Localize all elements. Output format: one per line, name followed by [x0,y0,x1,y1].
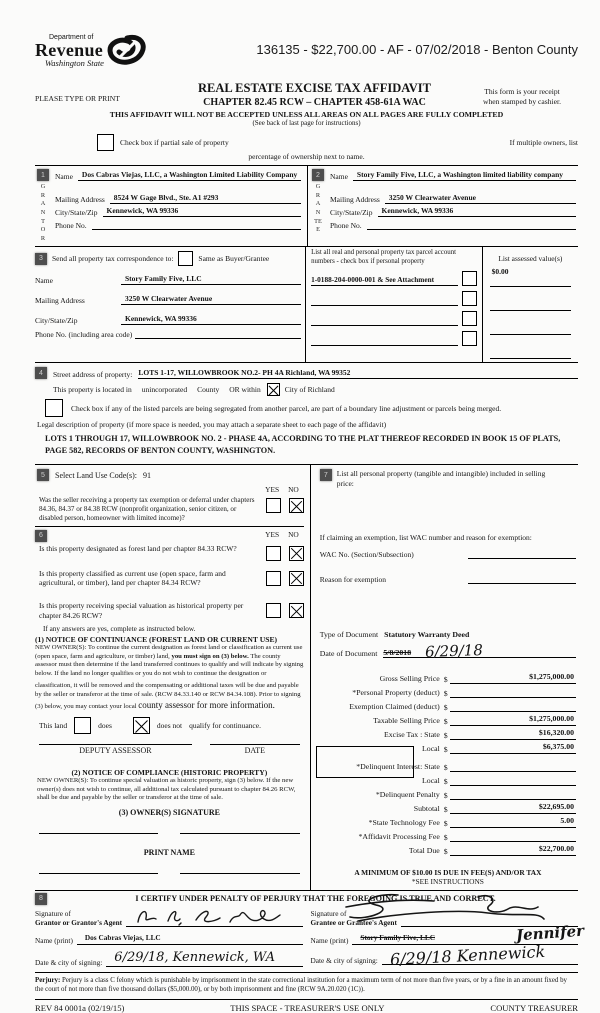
taxable-selling-price-field[interactable]: $1,275,000.00 [450,714,576,726]
minimum-due-note: A MINIMUM OF $10.00 IS DUE IN FEE(S) AND/OR TAX [354,867,542,877]
assessor-date-line[interactable]: DATE [210,744,300,755]
assessed-value-field[interactable] [490,311,571,335]
date-city-label: Date & city of signing: [310,955,378,965]
grantor-vertical-label: GRANTOR [40,183,46,242]
personal-property-checkbox-2[interactable] [462,291,477,306]
financial-rows [320,672,576,856]
send-correspondence-label: Send all property tax correspondence to: [52,254,174,264]
tax-computation-column [311,465,578,890]
form-header [35,34,578,77]
forest-no-checkbox[interactable] [289,546,304,561]
grantee-name-label: Name [330,172,348,182]
notice-continuance-body2: classification, it will be removed and the compensating or additional taxes will be due and payable by the seller or transferor at the time of sale. (RCW 84.33.140 or RCW 84.34.108). Prior to signing (3) below, you may contact your local county assessor for more information. [35,682,301,710]
land-use-code-field[interactable]: 91 [142,470,151,480]
print-name-line-2[interactable] [180,873,299,874]
name-print-label: Name (print) [310,935,349,945]
reason-exemption-label: Reason for exemption [319,574,387,584]
certification-section [35,891,585,969]
form-title: REAL ESTATE EXCISE TAX AFFIDAVIT [198,81,431,95]
fin-row-delinquent-penalty: *Delinquent Penalty $ [320,788,576,800]
doc-date-handwritten: 6/29/18 [424,640,484,661]
total-due-field[interactable]: $22,700.00 [450,844,576,856]
grantor-name-label: Name [55,172,73,182]
personal-property-deduct-field[interactable] [450,686,576,698]
grantee-date-city-field[interactable] [382,941,578,969]
current-use-no-checkbox[interactable] [289,571,304,586]
grantee-city-field[interactable]: Kennewick, WA 99336 [378,206,577,217]
title-row [35,81,578,109]
land-use-column [35,465,311,890]
owner-signature-label: (3) OWNER(S) SIGNATURE [118,807,220,817]
corr-phone-field[interactable] [135,328,301,339]
historic-question: Is this property receiving special valuation as historical property per chapter 84.26 RCW? [39,601,244,620]
grantee-mailing-label: Mailing Address [330,195,380,205]
grantor-grantee-box [35,165,578,247]
ownership-note: percentage of ownership next to name. [248,152,365,162]
section-5-badge: 5 [37,469,49,481]
notice-compliance-title: (2) NOTICE OF COMPLIANCE (HISTORIC PROPERTY) [71,768,268,778]
exemption-claimed-field[interactable] [450,700,576,712]
exemption-header: If claiming an exemption, list WAC number and reason for exemption: [319,532,532,542]
grantor-city-label: City/State/Zip [55,208,98,218]
grantor-date-city-field[interactable]: 6/29/18, Kennewick, WA [106,950,302,967]
fin-row-tech-fee: *State Technology Fee $ 5.00 [368,815,574,828]
grantor-mailing-field[interactable]: 8524 W Gage Blvd., Ste. A1 #293 [110,193,301,204]
owner-signature-line-1[interactable] [39,833,158,834]
parcel-row [311,286,477,306]
grantee-name-field[interactable]: Story Family Five, LLC, a Washington limited liability company [353,170,576,181]
delinquent-interest-state-field[interactable] [450,760,576,772]
subtotal-field[interactable]: $22,695.00 [450,802,576,814]
county-treasurer-label: COUNTY TREASURER [490,1003,578,1013]
assessed-value-field[interactable] [490,287,571,311]
fin-row-local: Local $ $6,375.00 [422,741,574,754]
form-footer [35,999,578,1013]
corr-phone-label: Phone No. (including area code) [35,330,133,340]
does-not-label: does not [156,721,183,731]
grantor-phone-label: Phone No. [55,221,87,231]
treasurer-space-label: THIS SPACE - TREASURER'S USE ONLY [230,1003,385,1013]
delinquent-penalty-field[interactable] [450,788,576,800]
fin-row-taxable: Taxable Selling Price $ $1,275,000.00 [373,713,574,726]
notice-continuance-body: NEW OWNER(S): To continue the current designation as forest land or classification as current use (open space, farm and agriculture, or timber) land, you must sign on (3) below. The county assessor must then determine if the land transferred continues to qualify and will indicate by signing below. If the land no longer qualifies or you do not wish to continue the designation or [35,644,304,677]
grantee-date-handwritten: 6/29/18 Kennewick [389,941,546,969]
personal-property-checkbox-3[interactable] [462,311,477,326]
grantor-name-field[interactable]: Dos Cabras Viejas, LLC, a Washington Limited Liability Company [78,170,301,181]
owner-signature-line-2[interactable] [180,833,299,834]
doc-date-label: Date of Document [319,648,378,658]
doc-type-field[interactable]: Statutory Warranty Deed [384,629,470,639]
rev-number: REV 84 0001a (02/19/15) [35,1003,125,1013]
grantor-signature-block: Signature of Grantor or Grantor's Agent Name (print) Dos Cabras Viejas, LLC Date & city of signing: 6/29/18, Kennewick, WA [35,907,303,967]
grantee-phone-field[interactable] [367,219,576,230]
grantor-mailing-label: Mailing Address [55,195,105,205]
historic-yes-checkbox[interactable] [266,603,281,618]
land-use-label: Select Land Use Code(s): [55,470,137,480]
perjury-notice: Perjury: Perjury is a class C felony which is punishable by imprisonment in the state correctional institution for a maximum term of not more than five years, or by a fine in an amount fixed by the court of not more than five thousand dollars ($5,000.00), or by both imprisonment and fine (RCW 9A.20.020 (1C)). [35,972,578,998]
gross-selling-price-field[interactable]: $1,275,000.00 [450,672,576,684]
does-qualify-checkbox[interactable] [74,717,91,734]
personal-property-label: List all personal property (tangible and intangible) included in selling price: [336,469,546,488]
grantee-phone-label: Phone No. [330,221,362,231]
segregated-checkbox[interactable] [45,399,63,417]
legal-description-text[interactable]: LOTS 1 THROUGH 17, WILLOWBROOK NO. 2 - PHASE 4A, ACCORDING TO THE PLAT THEREOF RECORDED IN BOOK 15 OF PLATS, PAGE 582, RECORDS OF BENTON COUNTY, WASHINGTON. [45,434,561,456]
same-as-buyer-checkbox[interactable] [178,251,193,266]
parcel-number-field[interactable] [311,324,458,326]
no-header: NO [288,529,299,539]
delinquent-interest-local-field[interactable] [450,774,576,786]
fin-row-excise-state: Excise Tax : State $ $16,320.00 [383,727,574,740]
section-7-badge: 7 [320,469,332,481]
grantee-mailing-field[interactable]: 3250 W Clearwater Avenue [385,193,576,204]
parcel-row [311,306,477,326]
doc-type-label: Type of Document [319,629,379,639]
assessed-value-field[interactable]: $0.00 [490,263,571,287]
assessed-value-field[interactable] [490,335,571,359]
logo-department-of: Department of [49,34,94,41]
fin-row-exemption: Exemption Claimed (deduct) $ [320,700,576,712]
historic-no-checkbox[interactable] [289,603,304,618]
street-address-field[interactable]: LOTS 1-17, WILLOWBROOK NO.2- PH 4A Richland, WA 99352 [138,368,578,379]
corr-city-field[interactable]: Kennewick, WA 99336 [121,314,301,325]
doc-date-field[interactable] [383,640,576,661]
date-city-label: Date & city of signing: [35,957,103,967]
assessed-value-header: List assessed value(s) [498,254,563,264]
forest-yes-checkbox[interactable] [266,546,281,561]
section-3-badge: 3 [35,253,47,265]
partial-sale-row [97,134,578,151]
grantor-signature-scribble [134,902,284,930]
current-use-yes-checkbox[interactable] [266,571,281,586]
affidavit-processing-fee-field[interactable] [450,830,576,842]
grantor-print-name-field[interactable]: Dos Cabras Viejas, LLC [77,933,303,945]
grantor-agent-label: Grantor or Grantor's Agent [35,917,123,927]
corr-mailing-field[interactable]: 3250 W Clearwater Avenue [121,294,301,305]
exemption-yes-checkbox[interactable] [266,498,281,513]
fin-row-gross: Gross Selling Price $ $1,275,000.00 [379,671,574,684]
corr-name-label: Name [35,276,53,286]
see-instructions-note: *SEE INSTRUCTIONS [411,876,484,886]
parcel-row [311,266,477,286]
print-name-label: PRINT NAME [143,847,195,857]
yes-header: YES [265,529,280,539]
forest-land-question: Is this property designated as forest land per chapter 84.33 RCW? [39,543,237,553]
logo-washington-state: Washington State [45,58,104,68]
fin-row-processing-fee: *Affidavit Processing Fee $ [320,830,576,842]
grantor-section [35,166,308,246]
please-type-label: PLEASE TYPE OR PRINT [35,94,120,103]
deputy-assessor-line[interactable]: DEPUTY ASSESSOR [39,744,192,755]
warning-line: THIS AFFIDAVIT WILL NOT BE ACCEPTED UNLESS ALL AREAS ON ALL PAGES ARE FULLY COMPLETED [109,110,504,120]
multiple-owners-note: If multiple owners, list [509,138,578,148]
state-technology-fee-field[interactable]: 5.00 [450,816,576,828]
section-2-badge: 2 [312,169,324,181]
this-land-label: This land [39,721,68,731]
wac-number-field[interactable] [468,548,576,559]
yes-header: YES [265,485,280,495]
treasurer-stamp-box [316,746,414,778]
parcel-number-field[interactable] [311,344,458,346]
segregated-label: Check box if any of the listed parcels are being segregated from another parcel, are part of a boundary line adjustment or parcels being merged. [71,403,502,413]
section-6-badge: 6 [35,530,47,542]
grantee-vertical-label: GRANTEE [314,183,322,234]
grantor-phone-field[interactable] [92,219,301,230]
cashier-stamp: 136135 - $22,700.00 - AF - 07/02/2018 - Benton County [256,42,578,57]
grantor-city-field[interactable]: Kennewick, WA 99336 [103,206,302,217]
grantee-name-handwritten: Jennifer [515,921,585,945]
tax-correspondence-section [35,247,578,363]
fin-row-delinquent-local: Local $ [320,774,576,786]
logo-revenue: Revenue [35,40,104,60]
no-header: NO [288,485,299,495]
print-name-line-1[interactable] [39,873,158,874]
chapter-subtitle: CHAPTER 82.45 RCW – CHAPTER 458-61A WAC [203,96,426,108]
parcel-header: List all real and personal property tax parcel account numbers - check box if personal property [311,249,457,265]
located-option-county: County [197,385,220,395]
if-yes-note: If any answers are yes, complete as instructed below. [43,625,196,634]
doc-date-struck: 5/8/2018 [383,647,412,657]
street-address-label: Street address of property: [53,370,133,380]
legal-description-label: Legal description of property (if more space is needed, you may attach a separate sheet to each page of the affidavit) [37,420,387,430]
fin-row-subtotal: Subtotal $ $22,695.00 [413,801,574,814]
does-not-qualify-checkbox[interactable] [133,717,150,734]
city-of-checkbox[interactable] [267,383,280,396]
revenue-logo [35,34,148,77]
current-use-question: Is this property classified as current use (open space, farm and agricultural, or timber), land per chapter 84.34 RCW? [39,568,226,588]
exemption-question: Was the seller receiving a property tax exemption or deferral under chapters 84.36, 84.37 or 84.38 RCW (nonprofit organization, senior citizen, or disabled person, homeowner with limited income)? [39,496,255,522]
parcel-number-field[interactable]: 1-0188-204-0000-001 & See Attachment [311,275,458,286]
fin-row-delinquent-interest: *Delinquent Interest: State $ [320,760,576,772]
reason-exemption-field[interactable] [468,573,576,584]
section-4-badge: 4 [35,367,47,379]
same-as-buyer-label: Same as Buyer/Grantee [198,254,270,264]
section-1-badge: 1 [37,169,49,181]
grantee-city-label: City/State/Zip [330,208,373,218]
parcel-number-field[interactable] [311,304,458,306]
grantee-section [308,166,578,246]
parcel-row [311,326,477,346]
personal-property-checkbox-1[interactable] [462,271,477,286]
exemption-no-checkbox[interactable] [289,498,304,513]
grantor-signature-line[interactable] [126,914,302,927]
certify-statement: I CERTIFY UNDER PENALTY OF PERJURY THAT THE FOREGOING IS TRUE AND CORRECT. [135,894,496,904]
notice-continuance-title: (1) NOTICE OF CONTINUANCE (FOREST LAND OR CURRENT USE) [35,635,278,645]
property-address-section [35,363,578,465]
located-in-label: This property is located in [53,385,132,395]
personal-property-checkbox-4[interactable] [462,331,477,346]
revenue-swirl-icon [106,34,148,77]
receipt-note: This form is your receipt when stamped by cashier. [482,87,562,106]
qualify-label: qualify for continuance. [189,721,261,731]
excise-tax-local-field[interactable]: $6,375.00 [450,742,576,754]
fin-row-total: Total Due $ $22,700.00 [408,843,574,856]
corr-name-field[interactable]: Story Family Five, LLC [121,274,301,285]
fin-row-personal: *Personal Property (deduct) $ [320,686,576,698]
corr-mailing-label: Mailing Address [35,296,85,306]
partial-sale-label: Check box if partial sale of property [120,138,229,148]
city-of-label: City of Richland [284,385,335,395]
assessor-more-info: county assessor for more information. [138,699,275,710]
grantee-signature-block: Signature of Grantee or Grantee's Agent Name (print) Story Family Five, LLC Jennifer Date & city of signing: 6/29/18 Kennewick [303,907,579,967]
section-8-badge: 8 [35,893,47,905]
corr-city-label: City/State/Zip [35,316,78,326]
partial-sale-checkbox[interactable] [97,134,114,151]
excise-tax-state-field[interactable]: $16,320.00 [450,728,576,740]
does-label: does [98,721,112,731]
wac-number-label: WAC No. (Section/Subsection) [319,549,414,559]
see-back-note: (See back of last page for instructions) [252,119,361,128]
notice-compliance-body: NEW OWNER(S): To continue special valuation as historic property, sign (3) below. If the new owner(s) does not wish to continue, all additional tax calculated pursuant to chapter 84.26 RCW, shall be due and payable by the seller or transferor at the time of sale. [37,777,296,802]
located-option-or-within: OR within [229,385,261,395]
located-option-unincorporated: unincorporated [141,385,188,395]
name-print-label: Name (print) [35,935,73,945]
grantee-agent-label: Grantee or Grantee's Agent [310,917,397,927]
grantee-name-struck: Story Family Five, LLC [360,932,435,942]
